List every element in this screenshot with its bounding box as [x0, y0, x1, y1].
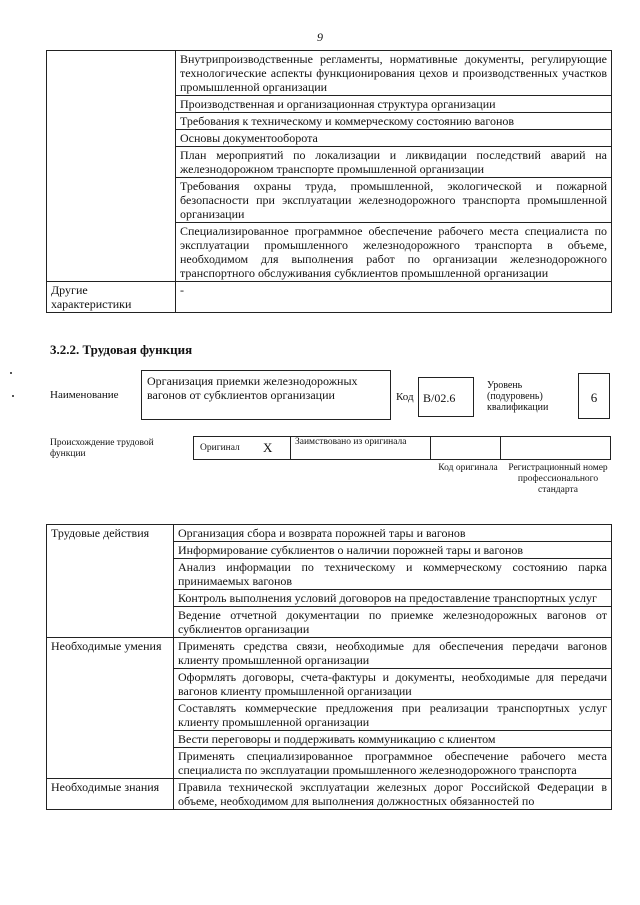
original-mark: X — [263, 440, 273, 455]
code-label: Код — [396, 391, 414, 403]
name-label: Наименование — [50, 389, 119, 401]
level-value: 6 — [590, 390, 598, 405]
function-name-value: Организация приемки железнодорожных вагонов от субклиентов организации — [147, 374, 358, 402]
table-cell: Организация сбора и возврата порожней тары и вагонов — [174, 525, 612, 542]
table-cell: Требования охраны труда, промышленной, экологической и пожарной безопасности при эксплуатации железнодорожного транспорта промышленной организации — [176, 178, 612, 223]
original-label: Оригинал — [200, 443, 240, 453]
table-cell: Анализ информации по техническому и коммерческому состоянию парка принимаемых вагонов — [174, 559, 612, 590]
code-value: В/02.6 — [423, 391, 456, 405]
table-cell: Производственная и организационная структура организации — [176, 96, 612, 113]
row-label: Необходимые знания — [47, 779, 174, 810]
table-row — [47, 638, 612, 669]
code-original-label: Код оригинала — [438, 463, 498, 473]
table-cell: Внутрипроизводственные регламенты, нормативные документы, регулирующие технологические аспекты функционирования цехов и производственных участков промышленной организации — [176, 51, 612, 96]
table-cell: Правила технической эксплуатации железных дорог Российской Федерации в объеме, необходимом для выполнения должностных обязанностей по — [174, 779, 612, 810]
table-cell: Вести переговоры и поддерживать коммуникацию с клиентом — [174, 731, 612, 748]
row-label: Другие характеристики — [47, 282, 176, 313]
table-cell: - — [176, 282, 612, 313]
table-cell: Специализированное программное обеспечение рабочего места специалиста по эксплуатации промышленного железнодорожного транспорта в объеме, необходимом для выполнения работ по организации железнодорожного транспортного обслуживания субклиентов промышленной организации — [176, 223, 612, 282]
labor-function-table — [46, 524, 612, 810]
table-cell: Применять специализированное программное обеспечение рабочего места специалиста по эксплуатации промышленного железнодорожного транспорта — [174, 748, 612, 779]
table-row — [47, 525, 612, 542]
table-cell: Составлять коммерческие предложения при реализации транспортных услуг клиенту промышленной организации — [174, 700, 612, 731]
table-cell: Информирование субклиентов о наличии порожней тары и вагонов — [174, 542, 612, 559]
borrowed-label: Заимствовано из оригинала — [295, 437, 407, 447]
reg-number-label: Регистрационный номер профессионального стандарта — [508, 463, 608, 495]
origin-label: Происхождение трудовой функции — [50, 438, 154, 459]
level-label: Уровень (подуровень) квалификации — [487, 380, 549, 413]
page-number: 9 — [317, 30, 323, 44]
table-cell: Ведение отчетной документации по приемке железнодорожных вагонов от субклиентов организации — [174, 607, 612, 638]
table-cell: Применять средства связи, необходимые для обеспечения передачи вагонов клиенту промышленной организации — [174, 638, 612, 669]
table-row — [47, 779, 612, 810]
row-label: Необходимые умения — [47, 638, 174, 779]
section-title: 3.2.2. Трудовая функция — [50, 342, 193, 357]
table-cell: Основы документооборота — [176, 130, 612, 147]
row-label: Трудовые действия — [47, 525, 174, 638]
table-cell: Оформлять договоры, счета-фактуры и документы, необходимые для передачи вагонов клиенту промышленной организации — [174, 669, 612, 700]
table-cell: План мероприятий по локализации и ликвидации последствий аварий на железнодорожном транспорте промышленной организации — [176, 147, 612, 178]
table-cell: Контроль выполнения условий договоров на предоставление транспортных услуг — [174, 590, 612, 607]
table-cell: Требования к техническому и коммерческому состоянию вагонов — [176, 113, 612, 130]
